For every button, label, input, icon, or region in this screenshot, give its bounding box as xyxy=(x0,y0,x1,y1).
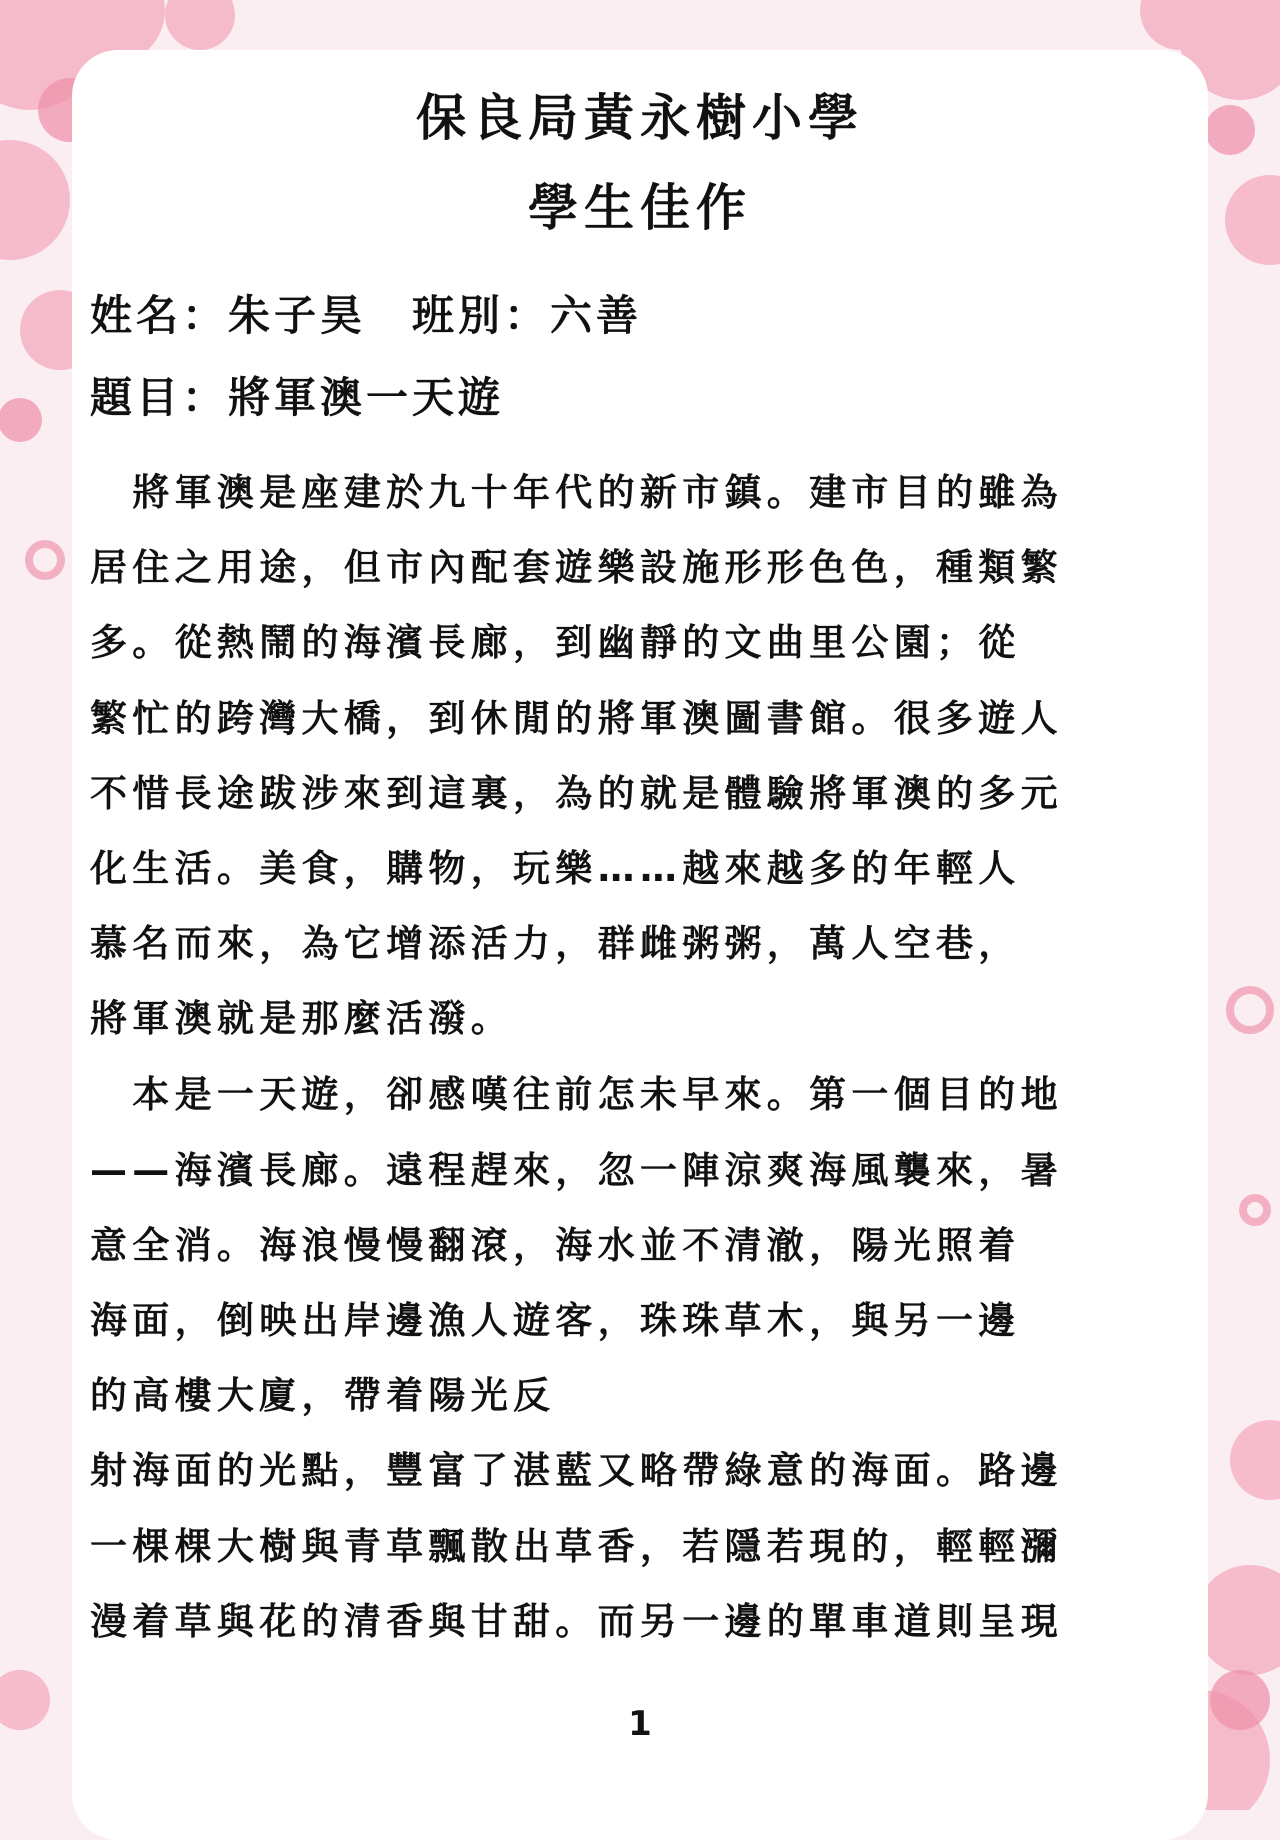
essay-line: 將軍澳是座建於九十年代的新市鎮。建市目的雖為 xyxy=(90,471,1063,514)
essay-line: 不惜長途跋涉來到這裏，為的就是體驗將軍澳的多元 xyxy=(90,772,1063,815)
essay-line: 居住之用途，但市內配套遊樂設施形形色色，種類繁 xyxy=(90,546,1063,589)
essay-line: 化生活。美食，購物，玩樂……越來越多的年輕人 xyxy=(90,847,1021,890)
essay-line: 繁忙的跨灣大橋，到休閒的將軍澳圖書館。很多遊人 xyxy=(90,697,1063,740)
essay-line: 的高樓大廈，帶着陽光反 xyxy=(90,1374,556,1417)
essay-line: 本是一天遊，卻感嘆往前怎未早來。第一個目的地 xyxy=(90,1073,1063,1116)
student-info: 姓名：朱子昊 班別：六善 xyxy=(90,291,643,340)
essay-line: 將軍澳就是那麼活潑。 xyxy=(90,997,513,1040)
essay-line: 射海面的光點，豐富了湛藍又略帶綠意的海面。路邊 xyxy=(90,1449,1063,1492)
essay-line: 意全消。海浪慢慢翻滾，海水並不清澈，陽光照着 xyxy=(90,1224,1021,1267)
essay-line: 慕名而來，為它增添活力，群雌粥粥，萬人空巷， xyxy=(90,922,1021,965)
page-number: 1 xyxy=(628,1704,652,1744)
essay-line: ——海濱長廊。遠程趕來，忽一陣涼爽海風襲來，暑 xyxy=(90,1149,1063,1192)
school-title: 保良局黃永樹小學 xyxy=(416,89,864,147)
essay-line: 漫着草與花的清香與甘甜。而另一邊的單車道則呈現 xyxy=(90,1600,1063,1643)
essay-line: 一棵棵大樹與青草飄散出草香，若隱若現的，輕輕瀰 xyxy=(90,1525,1063,1568)
essay-line: 海面，倒映出岸邊漁人遊客，珠珠草木，與另一邊 xyxy=(90,1299,1021,1342)
document-subtitle: 學生佳作 xyxy=(528,179,752,237)
essay-topic: 題目：將軍澳一天遊 xyxy=(90,373,505,422)
essay-line: 多。從熱鬧的海濱長廊，到幽靜的文曲里公園；從 xyxy=(90,621,1021,664)
